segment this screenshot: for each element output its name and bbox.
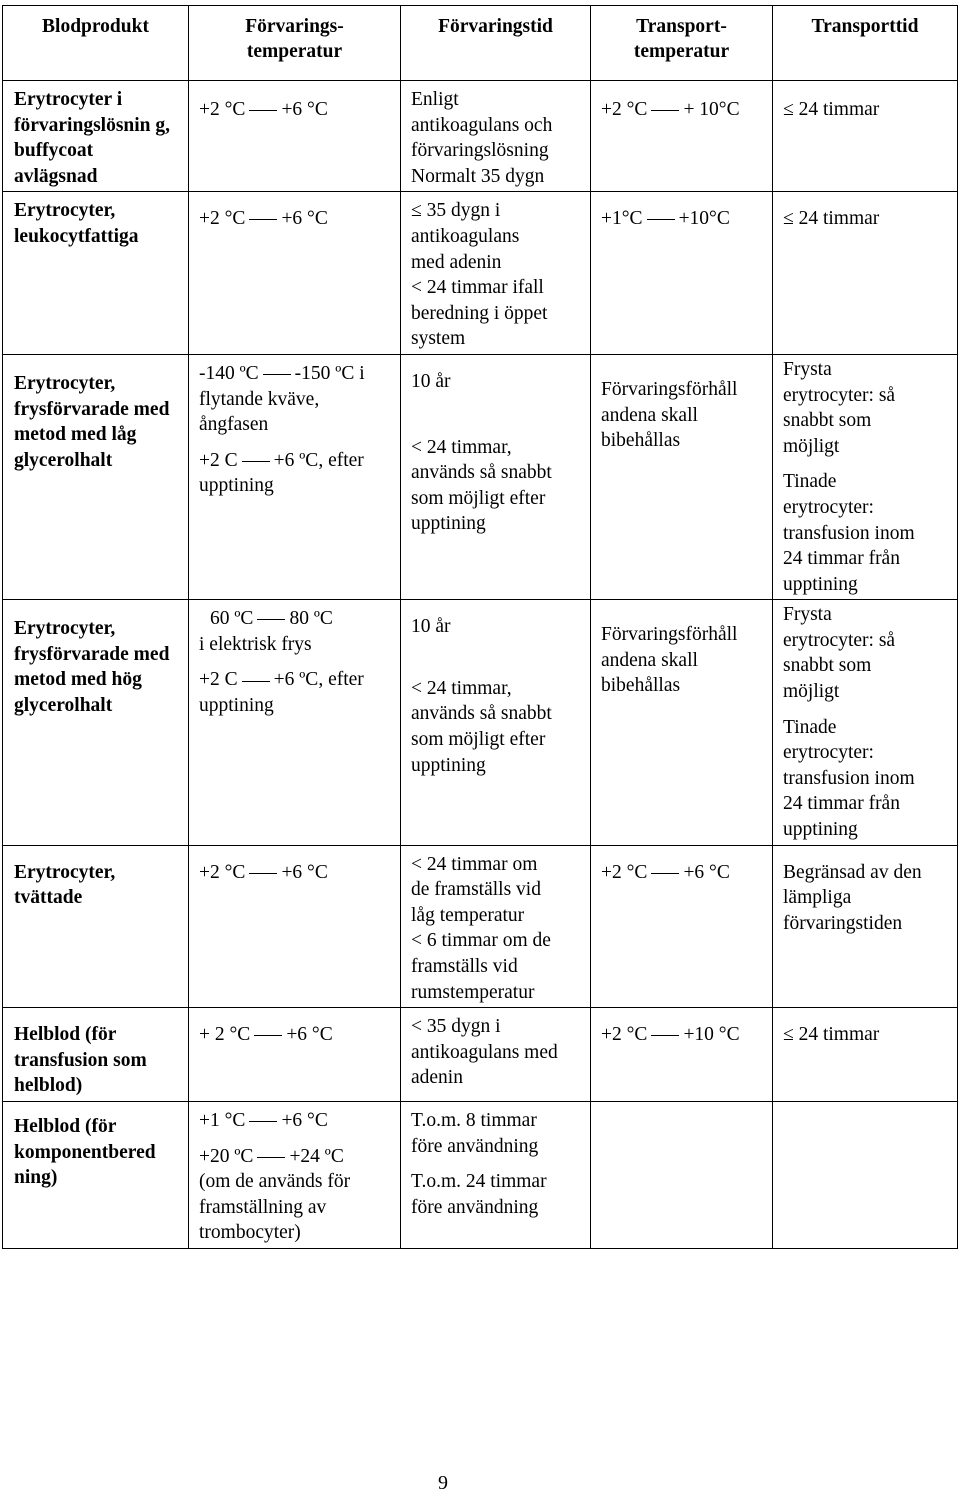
product-cell: Erytrocyter, leukocytfattiga	[3, 192, 189, 355]
storage-temp-cell: +2 °C +6 °C	[189, 192, 401, 355]
storage-temp-cell: + 2 °C +6 °C	[189, 1008, 401, 1102]
range-dash	[249, 873, 277, 874]
storage-time-cell: < 24 timmar om de framställs vid låg temperatur < 6 timmar om de framställs vid rumstemperatur	[401, 845, 591, 1008]
transport-time-cell: ≤ 24 timmar	[773, 192, 958, 355]
table-row	[3, 1101, 958, 1248]
product-cell: Erytrocyter, frysförvarade med metod med låg glycerolhalt	[3, 354, 189, 599]
transport-temp-cell: +2 °C + 10°C	[591, 81, 773, 192]
transport-time-cell	[773, 1101, 958, 1248]
header-row	[3, 6, 958, 81]
storage-time-cell: < 35 dygn i antikoagulans med adenin	[401, 1008, 591, 1102]
table-row	[3, 81, 958, 192]
header-storage-temp: Förvarings- temperatur	[189, 6, 401, 81]
transport-time-cell: Frysta erytrocyter: så snabbt som möjligt Tinade erytrocyter: transfusion inom 24 timmar från upptining	[773, 354, 958, 599]
range-dash	[651, 873, 679, 874]
range-dash	[651, 110, 679, 111]
table-row	[3, 192, 958, 355]
transport-temp-cell: Förvaringsförhåll andena skall bibehållas	[591, 354, 773, 599]
header-product: Blodprodukt	[3, 6, 189, 81]
header-transport-temp: Transport- temperatur	[591, 6, 773, 81]
storage-temp-cell: +2 °C +6 °C	[189, 845, 401, 1008]
storage-temp-cell: +1 °C +6 °C +20 ºC +24 ºC (om de används för framställning av trombocyter)	[189, 1101, 401, 1248]
storage-time-cell: T.o.m. 8 timmar före användning T.o.m. 24 timmar före användning	[401, 1101, 591, 1248]
storage-time-cell: ≤ 35 dygn i antikoagulans med adenin < 24 timmar ifall beredning i öppet system	[401, 192, 591, 355]
transport-temp-cell: Förvaringsförhåll andena skall bibehållas	[591, 600, 773, 845]
range-dash	[242, 461, 270, 462]
range-dash	[249, 1121, 277, 1122]
storage-temp-cell: -140 ºC -150 ºC i flytande kväve, ångfasen +2 C +6 ºC, efter upptining	[189, 354, 401, 599]
table-row	[3, 600, 958, 845]
transport-time-cell: Begränsad av den lämpliga förvaringstiden	[773, 845, 958, 1008]
table-row	[3, 354, 958, 599]
storage-temp-cell: +2 °C +6 °C	[189, 81, 401, 192]
header-transport-time: Transporttid	[773, 6, 958, 81]
transport-time-cell: ≤ 24 timmar	[773, 1008, 958, 1102]
product-cell: Helblod (för transfusion som helblod)	[3, 1008, 189, 1102]
range-dash	[249, 110, 277, 111]
blood-product-table	[2, 5, 958, 1249]
range-dash	[254, 1035, 282, 1036]
range-dash	[257, 619, 285, 620]
range-dash	[647, 219, 675, 220]
range-dash	[249, 219, 277, 220]
transport-temp-cell	[591, 1101, 773, 1248]
transport-temp-cell: +2 °C +10 °C	[591, 1008, 773, 1102]
range-dash	[263, 374, 291, 375]
table-row	[3, 1008, 958, 1102]
page-number: 9	[438, 1472, 448, 1494]
product-cell: Helblod (för komponentbered ning)	[3, 1101, 189, 1248]
transport-time-cell: ≤ 24 timmar	[773, 81, 958, 192]
storage-temp-cell: 60 ºC 80 ºC i elektrisk frys +2 C +6 ºC, efter upptining	[189, 600, 401, 845]
table-row	[3, 845, 958, 1008]
transport-temp-cell: +1°C +10°C	[591, 192, 773, 355]
range-dash	[651, 1035, 679, 1036]
storage-time-cell: 10 år < 24 timmar, används så snabbt som möjligt efter upptining	[401, 354, 591, 599]
range-dash	[257, 1157, 285, 1158]
product-cell: Erytrocyter, frysförvarade med metod med hög glycerolhalt	[3, 600, 189, 845]
range-dash	[242, 681, 270, 682]
transport-time-cell: Frysta erytrocyter: så snabbt som möjligt Tinade erytrocyter: transfusion inom 24 timmar från upptining	[773, 600, 958, 845]
header-storage-time: Förvaringstid	[401, 6, 591, 81]
product-cell: Erytrocyter i förvaringslösnin g, buffycoat avlägsnad	[3, 81, 189, 192]
storage-time-cell: 10 år < 24 timmar, används så snabbt som möjligt efter upptining	[401, 600, 591, 845]
transport-temp-cell: +2 °C +6 °C	[591, 845, 773, 1008]
storage-time-cell: Enligt antikoagulans och förvaringslösning Normalt 35 dygn	[401, 81, 591, 192]
product-cell: Erytrocyter, tvättade	[3, 845, 189, 1008]
